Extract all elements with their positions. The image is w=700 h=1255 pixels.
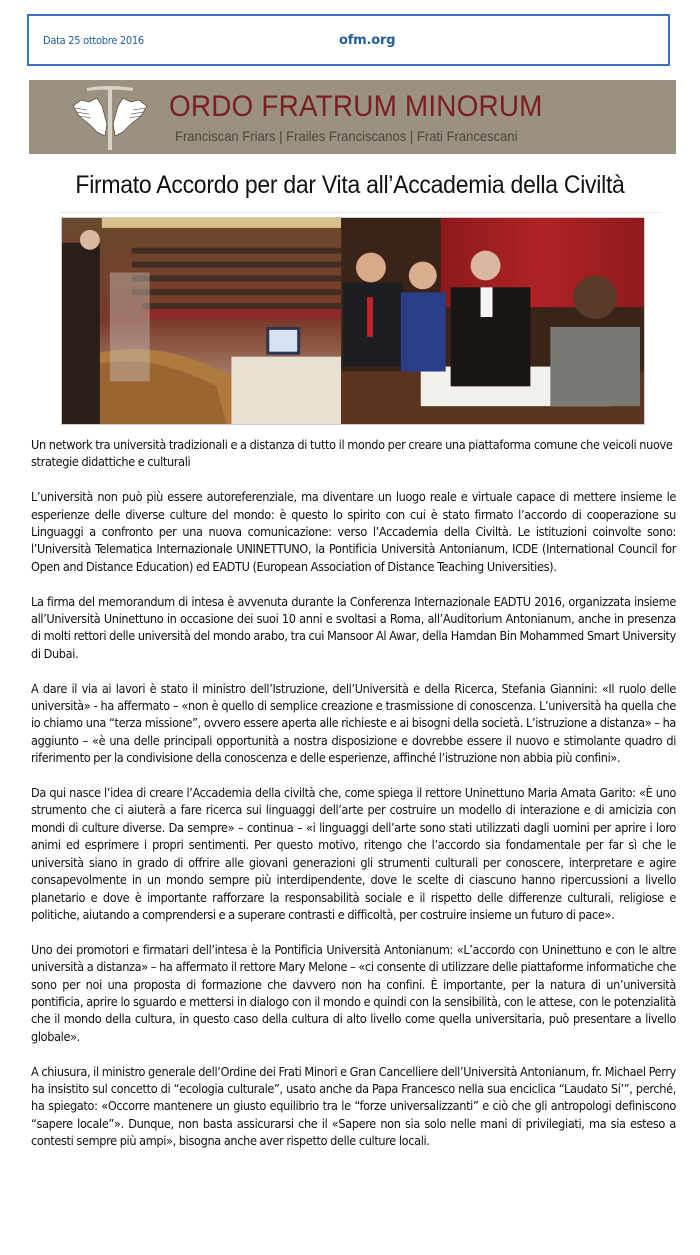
- org-subtitle: Franciscan Friars | Frailes Franciscanos | Frati Francescani: [175, 128, 518, 144]
- tau-cross-with-hands-icon: [67, 80, 153, 154]
- article-paragraph: A chiusura, il ministro generale dell’Ordine dei Frati Minori e Gran Cancelliere dell’Università Antonianum, fr. Michael Perry ha insistito sul concetto di “ecologia culturale”, usato anche da Papa Francesco nella sua enciclica “Laudato Si’”, perché, ha spiegato: «Occorre mantenere un giusto equilibrio tra le “forze universalizzanti” e ciò che gli antropologi definiscono “sapere locale”». Dunque, non basta assicurarsi che il «Sapere non sia solo nelle mani di privilegiati, ma sia esteso a contesti sempre più ampi», bisogna anche aver rispetto delle culture locali.: [31, 1063, 676, 1149]
- article-lead: Un network tra università tradizionali e a distanza di tutto il mondo per creare una piattaforma comune che veicoli nuove strategie didattiche e culturali: [31, 437, 673, 470]
- org-name: ORDO FRATRUM MINORUM: [169, 90, 543, 123]
- article-paragraph: Uno dei promotori e firmatari dell’intesa è la Pontificia Università Antonianum: «L’accordo con Uninettuno e con le altre università a distanza» – ha affermato il rettore Mary Melone – «ci consente di utilizzare delle piattaforme informatiche che sono per noi una proposta di formazione che davvero non ha confini. È importante, per la natura di un’università pontificia, aprire lo sguardo e mettersi in dialogo con il mondo e quindi con la sensibilità, con le attese, con le potenzialità che il mondo della cultura, in questo caso della cultura di alto livello come quella universitaria, può presentare a livello globale».: [31, 941, 676, 1044]
- article-paragraph: L’università non può più essere autoreferenziale, ma diventare un luogo reale e virtuale capace di mettere insieme le esperienze delle diverse culture del mondo: è questo lo spirito con cui è stato firmato l’accordo di cooperazione su Linguaggi a confronto per una nuova comunicazione: verso l’Accademia della Civiltà. Le istituzioni coinvolte sono: l’Università Telematica Internazionale UNINETTUNO, la Pontificia Università Antonianum, ICDE (International Council for Open and Distance Education) ed EADTU (European Association of Distance Teaching Universities).: [31, 489, 676, 574]
- conference-photo: [62, 218, 644, 424]
- article-paragraph: A dare il via ai lavori è stato il ministro dell’Istruzione, dell’Università e della Ricerca, Stefania Giannini: «Il ruolo delle università» - ha affermato – «non è quello di semplice creazione e trasmissione di conoscenza. L’università ha quella che io chiamo una “terza missione”, ovvero essere aperta alle richieste e ai bisogni della società. L’istruzione a distanza» – ha aggiunto – «è una delle principali opportunità a nostra disposizione e dovrebbe essere il nuovo e stimolante quadro di riferimento per la condivisione della conoscenza e delle esperienze, affinché l’istruzione non abbia più confini».: [31, 680, 676, 766]
- title-divider: [60, 212, 660, 213]
- header-bar: [27, 14, 670, 66]
- article-title: Firmato Accordo per dar Vita all’Accademia della Civiltà: [75, 171, 625, 199]
- org-banner: [29, 80, 676, 154]
- article-paragraph: Da qui nasce l’idea di creare l’Accademia della civiltà che, come spiega il rettore Uninettuno Maria Amata Garito: «È uno strumento che ci aiuterà a fare ricerca sui linguaggi dell’arte per costruire un modello di interazione e di amicizia con mondi di culture diverse. Da sempre» – continua – «i linguaggi dell’arte sono stati utilizzati dagli uomini per aprire i loro animi ed esprimere i propri sentimenti. Per questo motivo, ritengo che l’accordo sia fondamentale per far sì che le università siano in grado di offrire alle giovani generazioni gli strumenti culturali per conoscere, interpretare e agire consapevolmente in un mondo sempre più interdipendente, dove le scelte di ciascuno hanno ripercussioni a livello planetario e dove è importante rafforzare la responsabilità sociale e il rispetto delle differenze culturali, religiose e politiche, aiutando a comprendersi e a superare contrasti e difficoltà, per costruire insieme un futuro di pace».: [31, 785, 676, 922]
- article-photo: [61, 217, 645, 425]
- publication-date: Data 25 ottobre 2016: [43, 34, 144, 47]
- article-body: [31, 436, 676, 1167]
- site-link[interactable]: ofm.org: [339, 33, 396, 48]
- article-paragraph: La firma del memorandum di intesa è avvenuta durante la Conferenza Internazionale EADTU 2016, organizzata insieme all’Università Uninettuno in occasione dei suoi 10 anni e svoltasi a Roma, all’Auditorium Antonianum, anche in presenza di molti rettori delle università del mondo arabo, tra cui Mansoor Al Awar, della Hamdan Bin Mohammed Smart University di Dubai.: [31, 593, 676, 661]
